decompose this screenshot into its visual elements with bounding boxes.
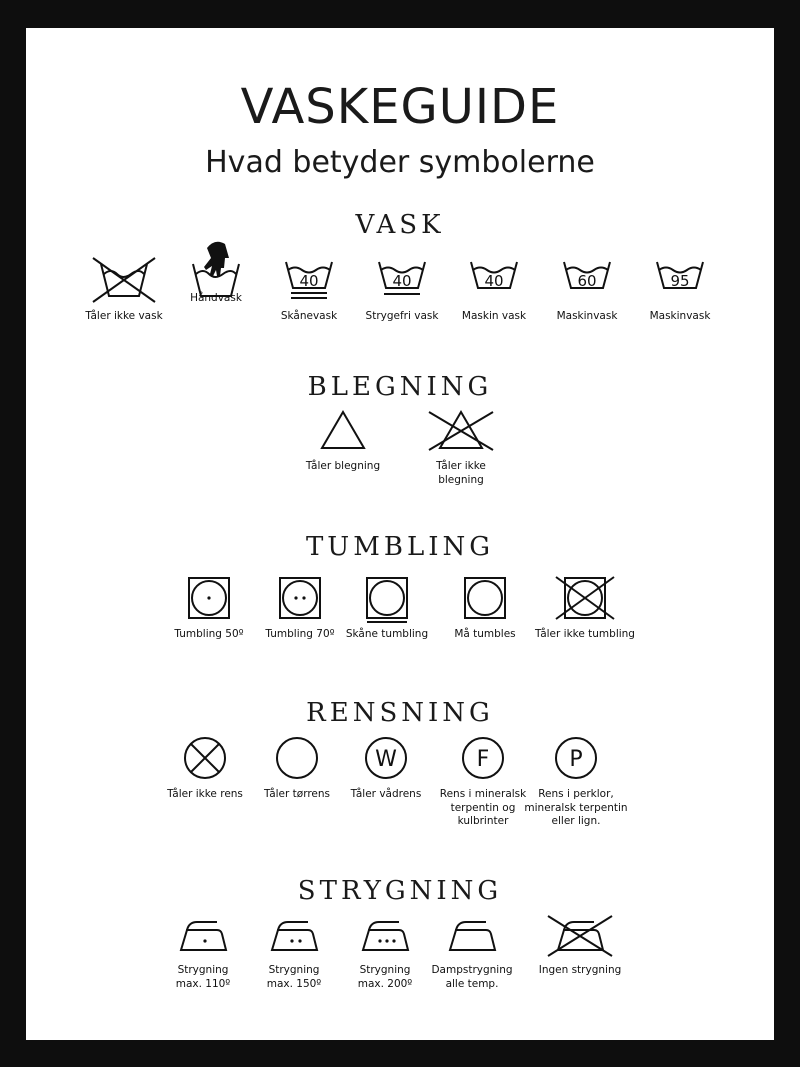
symbol-no-bleach — [396, 406, 526, 487]
poster-subtitle: Hvad betyder symbolerne — [205, 145, 595, 180]
dry-clean-p-icon — [551, 734, 601, 782]
symbol-label: Tåler blegning — [305, 460, 381, 472]
iron-two-dots-icon — [264, 914, 324, 958]
dry-clean-icon — [272, 734, 322, 782]
tumble-dry-icon — [460, 574, 510, 622]
svg-text:P: P — [569, 747, 583, 772]
symbol-label: Rens i mineralsk terpentin og kulbrinter — [439, 788, 527, 827]
svg-text:40: 40 — [392, 272, 412, 290]
machine-wash-icon — [459, 256, 529, 304]
symbol-label: Må tumbles — [454, 628, 516, 640]
no-bleach-icon — [426, 406, 496, 454]
no-tumble-dry-icon — [555, 574, 615, 622]
symbol-label: Maskinvask — [556, 310, 618, 322]
no-iron-icon — [545, 914, 615, 958]
symbol-label: Strygning max. 200º — [357, 964, 413, 990]
svg-text:40: 40 — [299, 272, 319, 290]
symbol-label: Tumbling 50º — [174, 628, 244, 640]
symbol-label: Rens i perklor, mineralsk terpentin eller lign. — [524, 788, 628, 827]
symbol-label: Håndvask — [190, 292, 242, 304]
symbol-label: Dampstrygning alle temp. — [431, 964, 513, 990]
symbol-label: Maskinvask — [649, 310, 711, 322]
section-title-tumbling: TUMBLING — [305, 532, 495, 562]
gentle-tumble-icon — [362, 574, 412, 622]
wet-clean-icon — [361, 734, 411, 782]
poster-title: VASKEGUIDE — [240, 79, 560, 135]
iron-one-dot-icon — [173, 914, 233, 958]
symbol-no-tumble — [520, 574, 650, 642]
section-title-vask: VASK — [355, 210, 445, 240]
symbol-label: Strygning max. 150º — [266, 964, 322, 990]
poster — [26, 28, 774, 1040]
dry-clean-f-icon — [458, 734, 508, 782]
iron-icon — [442, 914, 502, 958]
symbol-label: Strygning max. 110º — [175, 964, 231, 990]
section-title-rensning: RENSNING — [306, 698, 494, 728]
machine-wash-icon — [645, 256, 715, 304]
symbol-label: Maskin vask — [461, 310, 527, 322]
triangle-icon — [308, 406, 378, 454]
svg-text:40: 40 — [484, 272, 504, 290]
symbol-bleach-ok — [278, 406, 408, 474]
svg-text:F: F — [476, 747, 490, 772]
machine-wash-icon — [552, 256, 622, 304]
symbol-label: Tåler ikke vask — [85, 310, 163, 322]
tumble-dry-two-dots-icon — [275, 574, 325, 622]
symbol-label: Skånevask — [280, 310, 338, 322]
symbol-label: Skåne tumbling — [345, 628, 429, 640]
section-title-blegning: BLEGNING — [307, 372, 493, 402]
symbol-label: Tåler ikke blegning — [436, 460, 486, 486]
iron-three-dots-icon — [355, 914, 415, 958]
svg-text:W: W — [375, 747, 397, 772]
symbol-dry-clean-p — [511, 734, 641, 829]
symbol-no-ironing — [515, 914, 645, 978]
symbol-label: Ingen strygning — [538, 964, 622, 976]
section-title-strygning: STRYGNING — [297, 876, 503, 906]
no-dry-clean-icon — [180, 734, 230, 782]
symbol-label: Tumbling 70º — [265, 628, 335, 640]
svg-text:95: 95 — [670, 272, 690, 290]
symbol-label: Tåler ikke tumbling — [535, 628, 635, 640]
tumble-dry-one-dot-icon — [184, 574, 234, 622]
symbol-label: Strygefri vask — [365, 310, 439, 322]
symbol-label: Tåler tørrens — [264, 788, 330, 800]
symbol-label: Tåler ikke rens — [167, 788, 243, 800]
svg-text:60: 60 — [577, 272, 597, 290]
easy-care-wash-icon — [367, 256, 437, 304]
symbol-machine-wash-95 — [615, 256, 745, 324]
no-wash-icon — [89, 256, 159, 304]
symbol-label: Tåler vådrens — [350, 788, 422, 800]
gentle-wash-icon — [274, 256, 344, 304]
